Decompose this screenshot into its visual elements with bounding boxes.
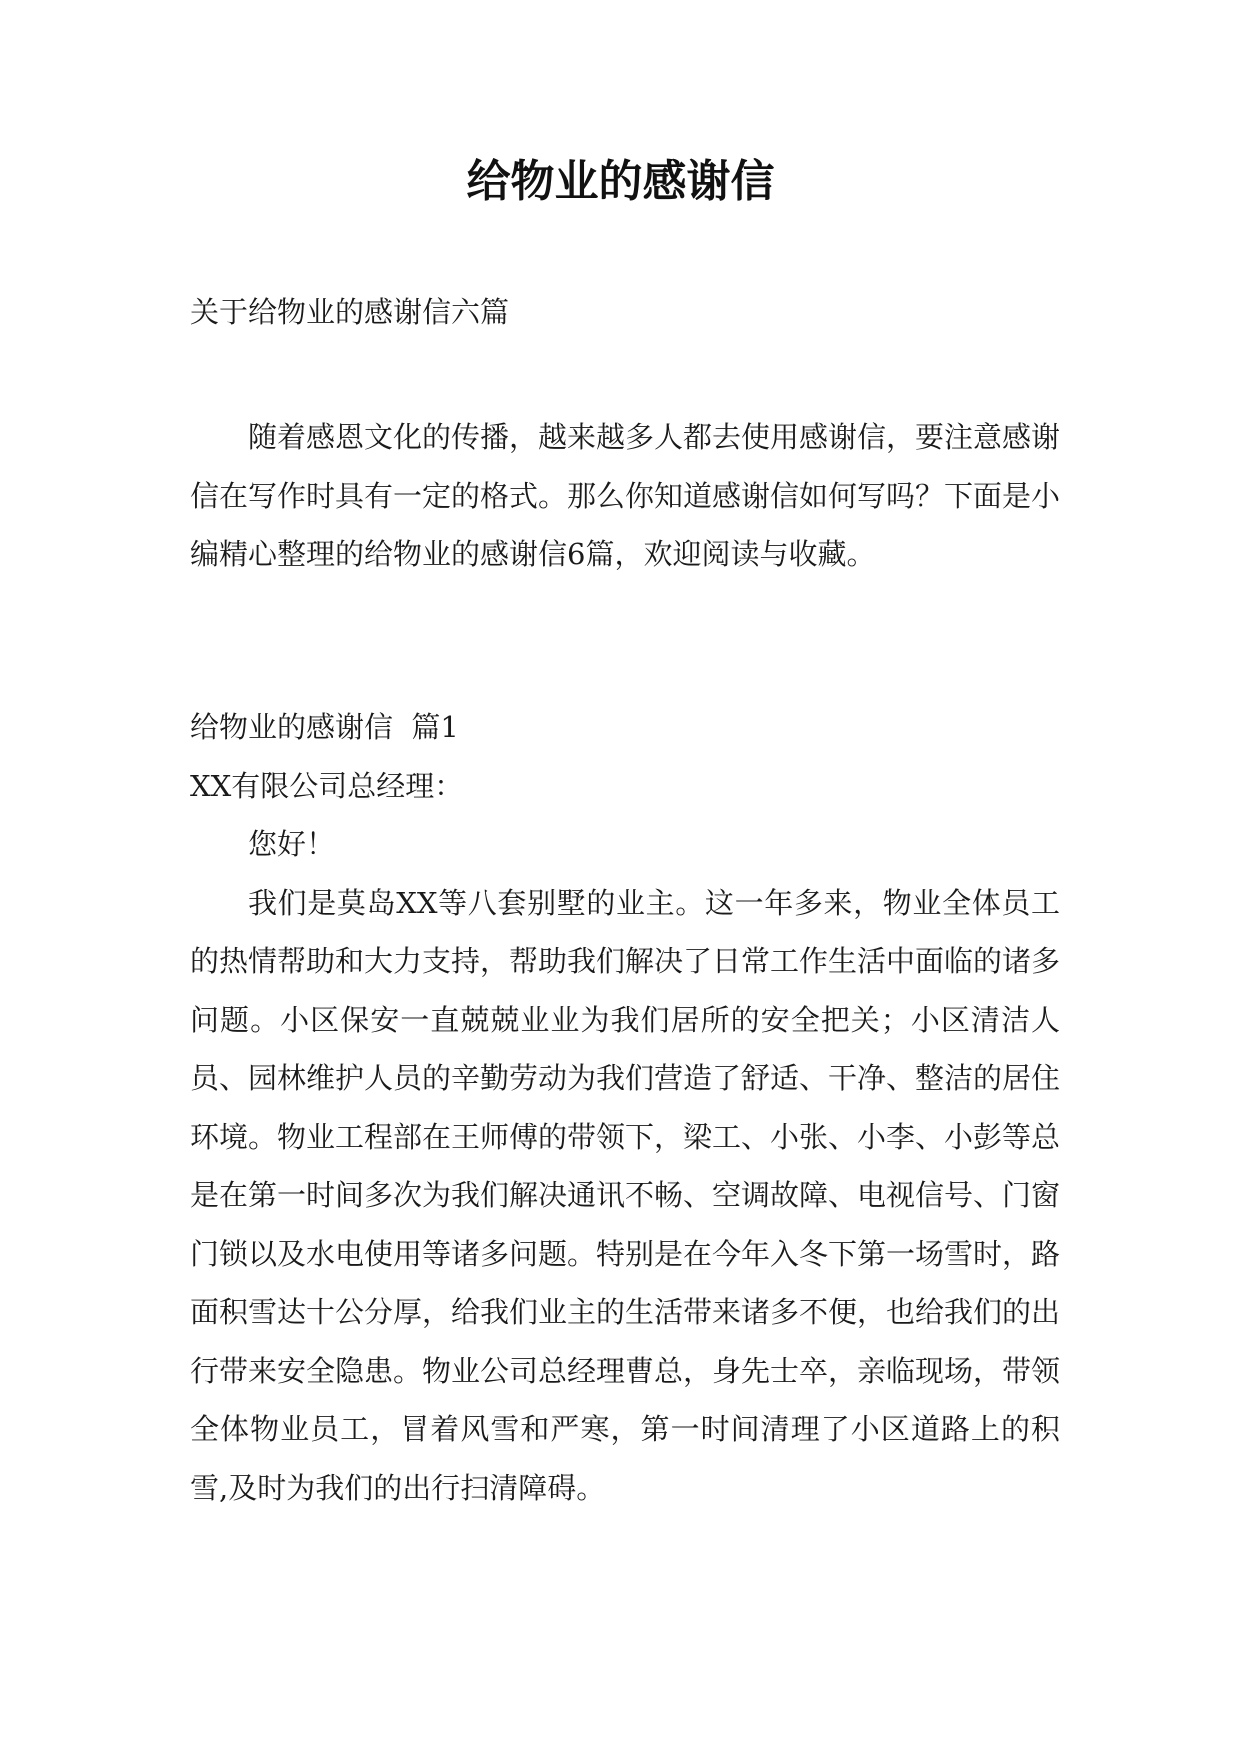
letter-greeting: 您好！ xyxy=(248,827,336,861)
intro-paragraph: 随着感恩文化的传播，越来越多人都去使用感谢信，要注意感谢信在写作时具有一定的格式。那么你知道感谢信如何写吗？下面是小编精心整理的给物业的感谢信6篇，欢迎阅读与收藏。 xyxy=(190,420,1061,571)
letter-heading: 给物业的感谢信 篇1 xyxy=(190,710,459,744)
document-subtitle: 关于给物业的感谢信六篇 xyxy=(190,295,510,329)
document-title: 给物业的感谢信 xyxy=(466,156,775,207)
letter-body: 我们是莫岛XX等八套别墅的业主。这一年多来，物业全体员工的热情帮助和大力支持，帮助我们解决了日常工作生活中面临的诸多问题。小区保安一直兢兢业业为我们居所的安全把关；小区清洁人员、园林维护人员的辛勤劳动为我们营造了舒适、干净、整洁的居住环境。物业工程部在王师傅的带领下，梁工、小张、小李、小彭等总是在第一时间多次为我们解决通讯不畅、空调故障、电视信号、门窗门锁以及水电使用等诸多问题。特别是在今年入冬下第一场雪时，路面积雪达十公分厚，给我们业主的生活带来诸多不便，也给我们的出行带来安全隐患。物业公司总经理曹总，身先士卒，亲临现场，带领全体物业员工，冒着风雪和严寒，第一时间清理了小区道路上的积雪,及时为我们的出行扫清障碍。 xyxy=(190,885,1061,1505)
letter-section xyxy=(190,698,1060,1517)
letter-salutation: XX有限公司总经理： xyxy=(190,768,464,803)
